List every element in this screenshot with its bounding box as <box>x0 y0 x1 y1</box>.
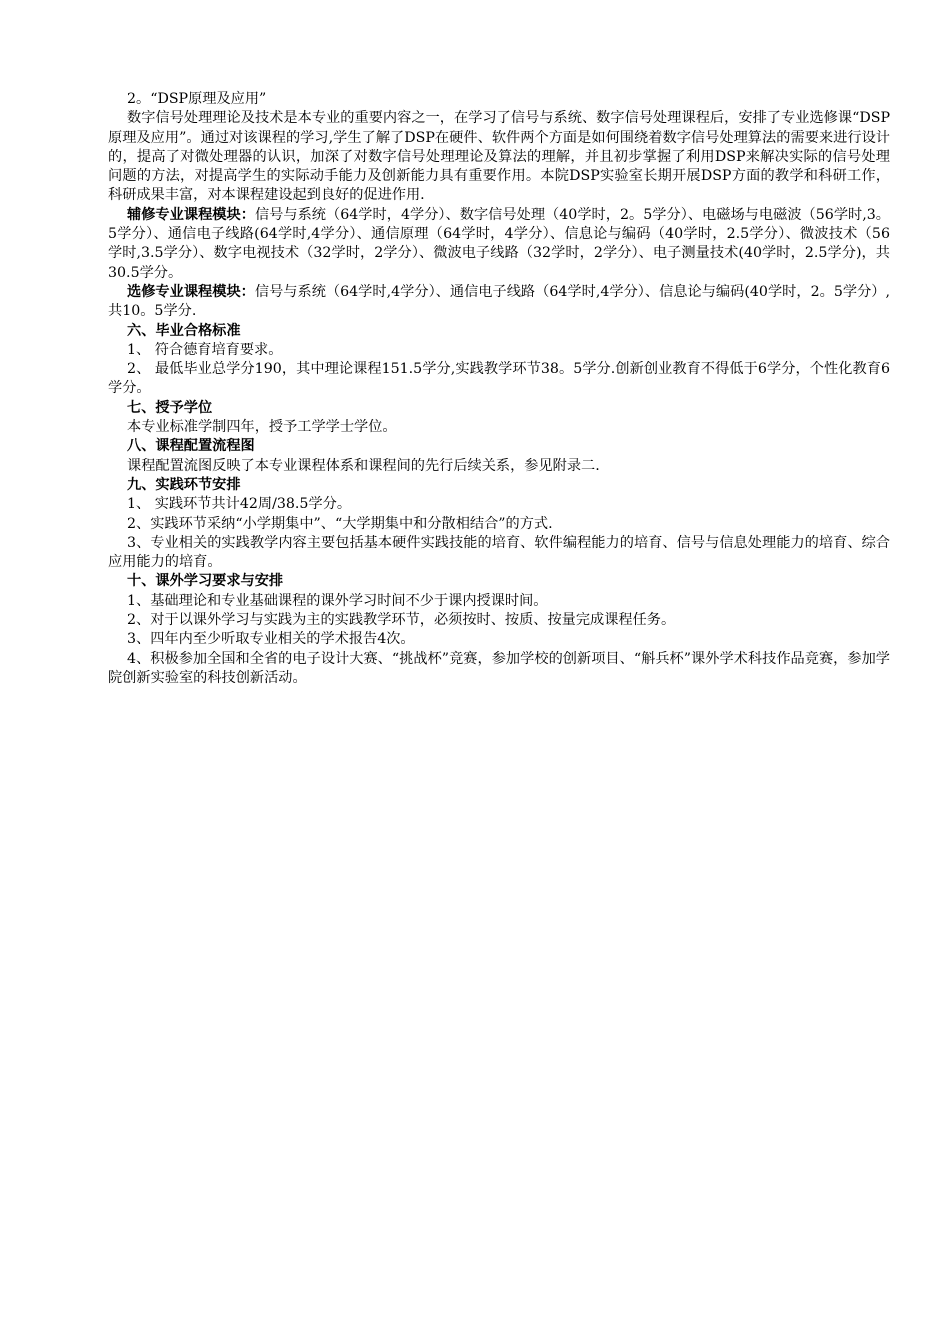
section-9-item: 1、 实践环节共计42周/38.5学分。 <box>127 496 352 513</box>
section-10-item: 3、四年内至少听取专业相关的学术报告4次。 <box>127 631 415 648</box>
elective-module-label: 选修专业课程模块： <box>127 283 255 300</box>
section-10-heading: 十、课外学习要求与安排 <box>127 573 284 590</box>
section-8-text: 课程配置流图反映了本专业课程体系和课程间的先行后续关系，参见附录二. <box>127 457 600 474</box>
section-10-item: 1、基础理论和专业基础课程的课外学习时间不少于课内授课时间。 <box>127 592 548 609</box>
elective-module-text: 信号与系统（64学时,4学分）、通信电子线路（64学时,4学分）、信息论与编码(40学时，2。5学分）,共10。5学分. <box>108 283 890 320</box>
section-7-heading: 七、授予学位 <box>127 399 213 416</box>
section-7-text: 本专业标准学制四年，授予工学学士学位。 <box>127 419 397 436</box>
section-10-item: 4、积极参加全国和全省的电子设计大赛、“挑战杯”竞赛，参加学校的创新项目、“斛兵杯”课外学术科技作品竞赛，参加学院创新实验室的科技创新活动。 <box>108 650 890 686</box>
section-10-item: 2、对于以课外学习与实践为主的实践教学环节，必须按时、按质、按量完成课程任务。 <box>127 612 676 629</box>
section-8-heading: 八、课程配置流程图 <box>127 438 255 455</box>
section-9-heading: 九、实践环节安排 <box>127 476 241 493</box>
section-6-item: 2、 最低毕业总学分190，其中理论课程151.5学分,实践教学环节38。5学分.创新创业教育不得低于6学分，个性化教育6学分。 <box>108 361 890 397</box>
document-page <box>108 90 890 688</box>
section-6-item: 1、 符合德育培育要求。 <box>127 341 283 358</box>
section-6-heading: 六、毕业合格标准 <box>127 322 241 339</box>
minor-module-text: 信号与系统（64学时，4学分）、数字信号处理（40学时，2。5学分）、电磁场与电磁波（56学时,3。5学分）、通信电子线路(64学时,4学分）、通信原理（64学时，4学分）、信息论与编码（40学时，2.5学分）、微波技术（56学时,3.5学分）、数字电视技术（32学时，2学分）、微波电子线路（32学时，2学分）、电子测量技术(40学时，2.5学分)，共30.5学分。 <box>108 206 890 281</box>
section-9-item: 3、专业相关的实践教学内容主要包括基本硬件实践技能的培育、软件编程能力的培育、信号与信息处理能力的培育、综合应用能力的培育。 <box>108 534 890 571</box>
dsp-section-paragraph: 数字信号处理理论及技术是本专业的重要内容之一，在学习了信号与系统、数字信号处理课程后，安排了专业选修课“DSP原理及应用”。通过对该课程的学习,学生了解了DSP在硬件、软件两个方面是如何围绕着数字信号处理算法的需要来进行设计的，提高了对微处理器的认识，加深了对数字信号处理理论及算法的理解，并且初步掌握了利用DSP来解决实际的信号处理问题的方法，对提高学生的实际动手能力及创新能力具有重要作用。本院DSP实验室长期开展DSP方面的教学和科研工作，科研成果丰富，对本课程建设起到良好的促进作用. <box>108 110 890 204</box>
dsp-section-title: 2。“DSP原理及应用” <box>127 91 267 107</box>
section-9-item: 2、实践环节采纳“小学期集中”、“大学期集中和分散相结合”的方式. <box>127 515 553 532</box>
minor-module-label: 辅修专业课程模块： <box>127 206 255 223</box>
minor-module-paragraph <box>108 206 890 283</box>
elective-module-paragraph <box>108 283 890 322</box>
